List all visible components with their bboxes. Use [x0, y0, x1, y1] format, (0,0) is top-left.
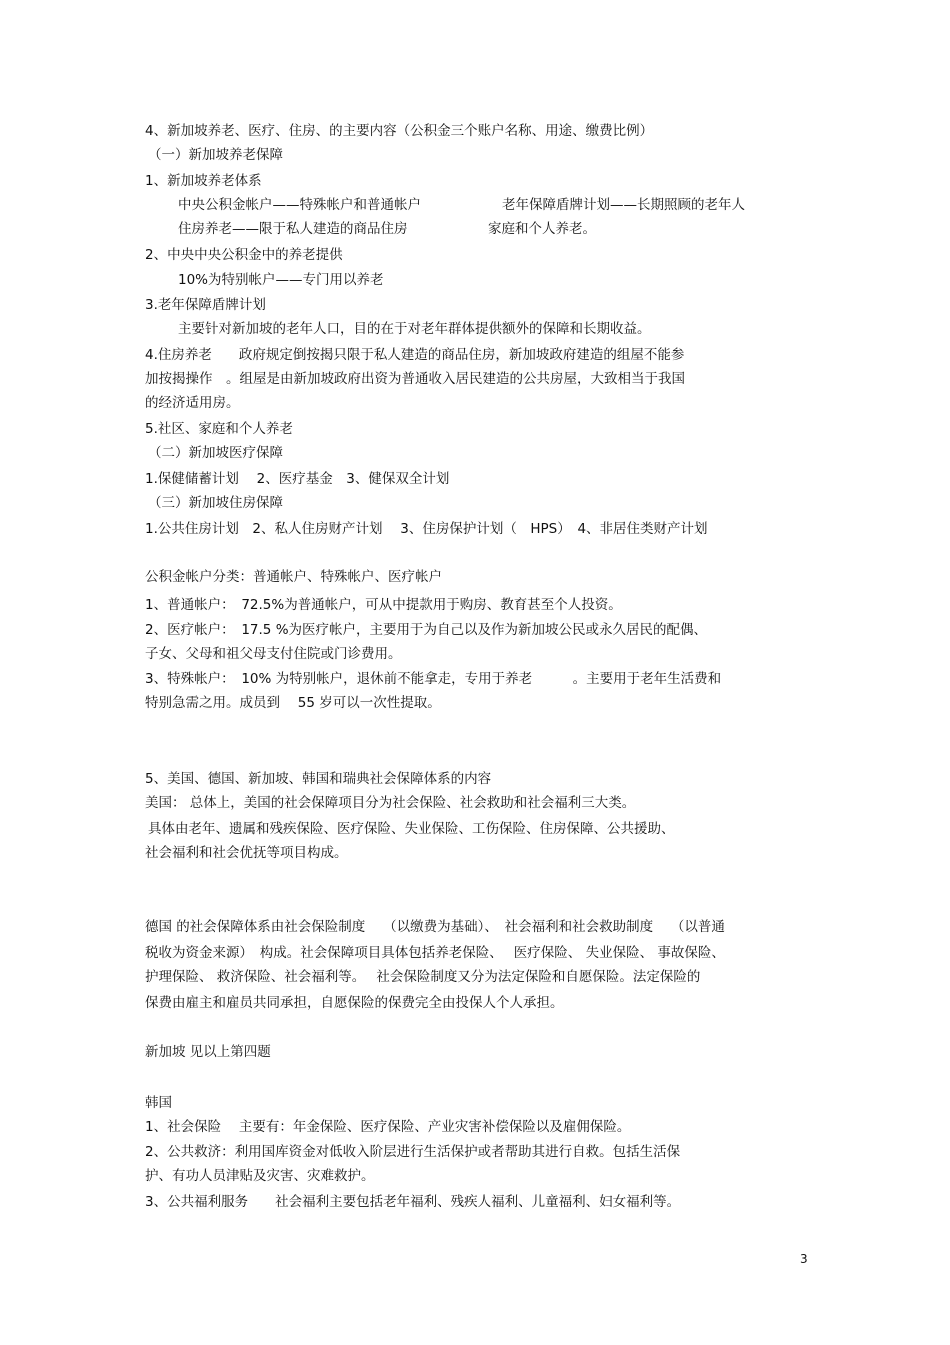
text-line: 3、公共福利服务 社会福利主要包括老年福利、残疾人福利、儿童福利、妇女福利等。 — [145, 1194, 681, 1210]
subheading-pension: （一）新加坡养老保障 — [148, 147, 283, 163]
subheading-medical: （二）新加坡医疗保障 — [148, 445, 283, 461]
text-line: 5.社区、家庭和个人养老 — [145, 421, 293, 437]
text-line: 保费由雇主和雇员共同承担，自愿保险的保费完全由投保人个人承担。 — [145, 995, 564, 1011]
text-line: 家庭和个人养老。 — [488, 221, 596, 237]
text-line: 主要针对新加坡的老年人口，目的在于对老年群体提供额外的保障和长期收益。 — [178, 321, 651, 337]
subheading-housing: （三）新加坡住房保障 — [148, 495, 283, 511]
text-line: 的经济适用房。 — [145, 395, 240, 411]
text-line: 1、社会保险 主要有：年金保险、医疗保险、产业灾害补偿保险以及雇佣保险。 — [145, 1119, 631, 1135]
text-line: 韩国 — [145, 1095, 172, 1111]
text-line: 特别急需之用。成员到 55 岁可以一次性提取。 — [145, 695, 441, 711]
text-line: 住房养老——限于私人建造的商品住房 — [178, 221, 408, 237]
text-line: 3、特殊帐户： 10% 为特别帐户，退休前不能拿走，专用于养老 。主要用于老年生活费和 — [145, 671, 722, 687]
text-line: 子女、父母和祖父母支付住院或门诊费用。 — [145, 646, 402, 662]
text-line: 3.老年保障盾牌计划 — [145, 297, 266, 313]
text-line: 税收为资金来源） 构成。社会保障项目具体包括养老保险、 医疗保险、 失业保险、 事故保险、 — [145, 945, 725, 961]
text-line: 老年保障盾牌计划——长期照顾的老年人 — [502, 197, 745, 213]
text-line: 加按揭操作 。组屋是由新加坡政府出资为普通收入居民建造的公共房屋，大致相当于我国 — [145, 371, 685, 387]
text-line: 4.住房养老 政府规定倒按揭只限于私人建造的商品住房，新加坡政府建造的组屋不能参 — [145, 347, 685, 363]
text-line: 护、有功人员津贴及灾害、灾难救护。 — [145, 1168, 375, 1184]
text-line: 2、公共救济：利用国库资金对低收入阶层进行生活保护或者帮助其进行自救。包括生活保 — [145, 1144, 681, 1160]
text-line: 2、医疗帐户： 17.5 %为医疗帐户，主要用于为自己以及作为新加坡公民或永久居民的配偶、 — [145, 622, 708, 638]
text-line: 10%为特别帐户——专门用以养老 — [178, 272, 384, 288]
text-line: 新加坡 见以上第四题 — [145, 1044, 271, 1060]
text-line: 1、新加坡养老体系 — [145, 173, 262, 189]
text-line: 公积金帐户分类：普通帐户、特殊帐户、医疗帐户 — [145, 569, 442, 585]
text-line: 1、普通帐户： 72.5%为普通帐户，可从中提款用于购房、教育甚至个人投资。 — [145, 597, 622, 613]
text-line: 中央公积金帐户——特殊帐户和普通帐户 — [178, 197, 421, 213]
heading-5: 5、美国、德国、新加坡、韩国和瑞典社会保障体系的内容 — [145, 771, 492, 787]
text-line: 具体由老年、遗属和残疾保险、医疗保险、失业保险、工伤保险、住房保障、公共援助、 — [148, 821, 675, 837]
text-line: 美国： 总体上，美国的社会保障项目分为社会保险、社会救助和社会福利三大类。 — [145, 795, 636, 811]
heading-4: 4、新加坡养老、医疗、住房、的主要内容（公积金三个账户名称、用途、缴费比例） — [145, 123, 654, 139]
text-line: 1.保健储蓄计划 2、医疗基金 3、健保双全计划 — [145, 471, 450, 487]
text-line: 2、中央中央公积金中的养老提供 — [145, 247, 343, 263]
text-line: 1.公共住房计划 2、私人住房财产计划 3、住房保护计划（ HPS） 4、非居住类财产计划 — [145, 521, 708, 537]
page-number: 3 — [800, 1252, 808, 1266]
text-line: 社会福利和社会优抚等项目构成。 — [145, 845, 348, 861]
text-line: 护理保险、 救济保险、社会福利等。 社会保险制度又分为法定保险和自愿保险。法定保险的 — [145, 969, 701, 985]
text-line: 德国 的社会保障体系由社会保险制度 （以缴费为基础）、 社会福利和社会救助制度 （以普通 — [145, 919, 725, 935]
